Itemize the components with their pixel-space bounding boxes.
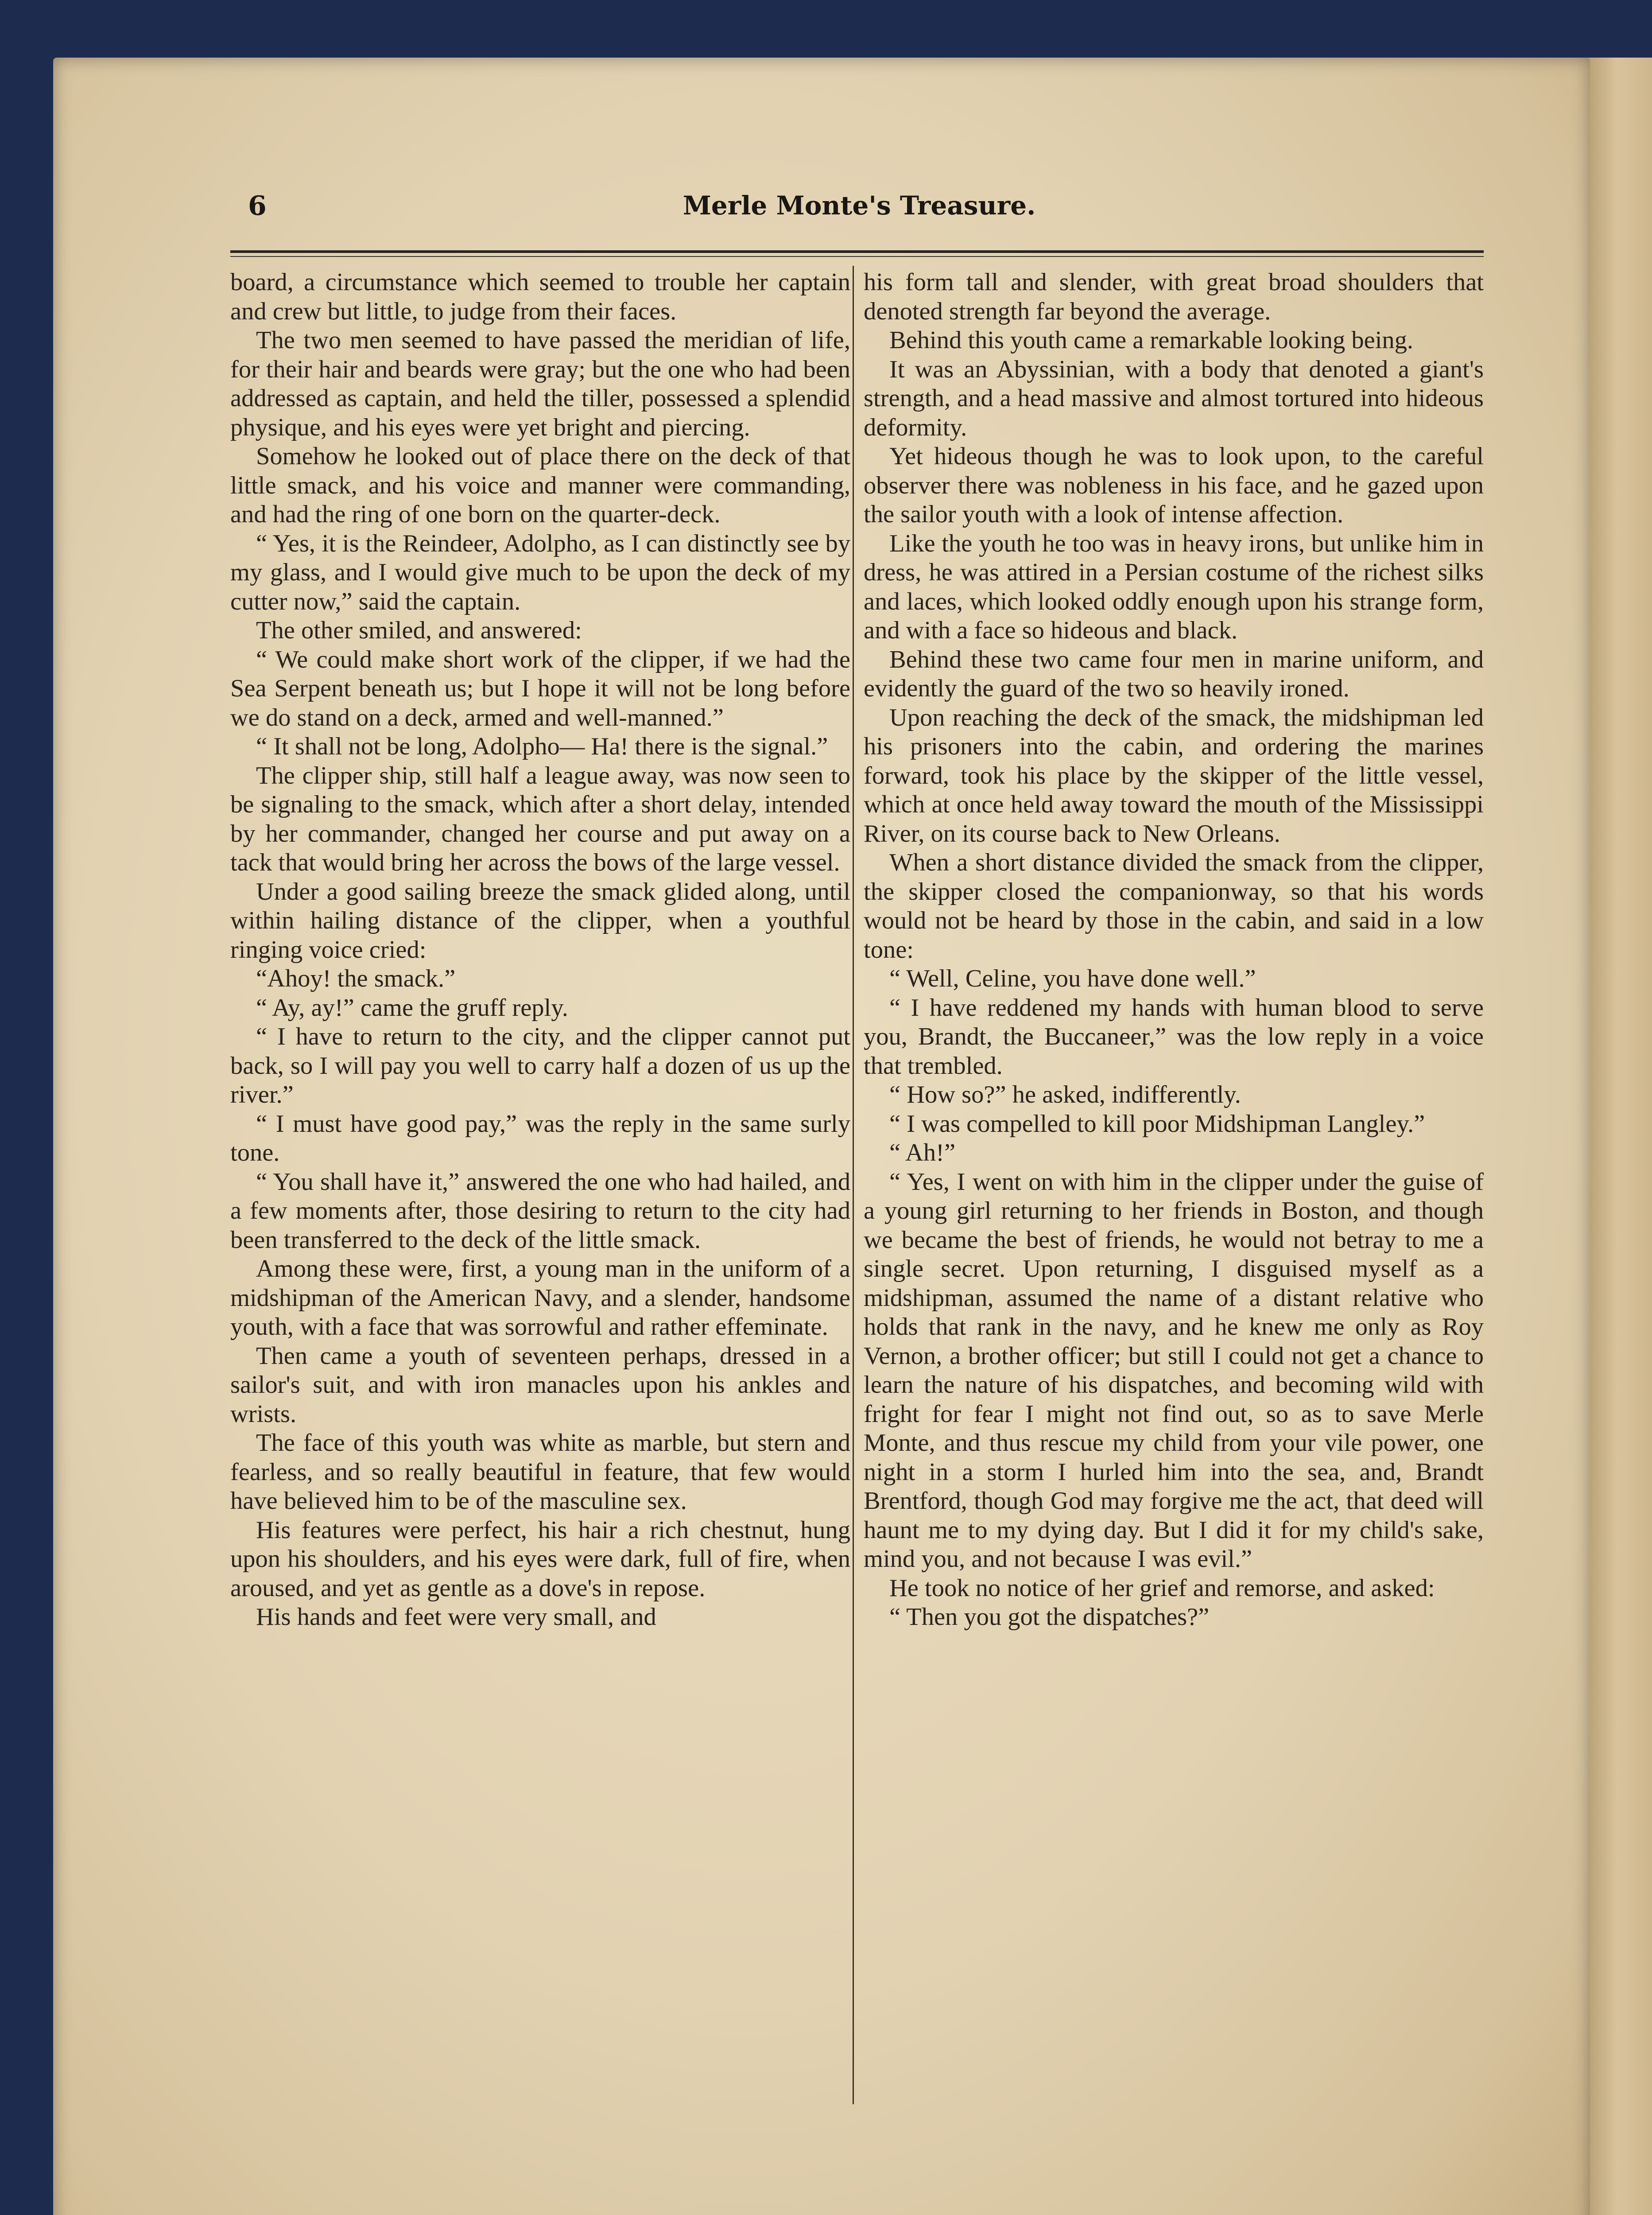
page-header xyxy=(248,190,1470,239)
paragraph: “ Yes, it is the Reindeer, Adolpho, as I can distinctly see by my glass, and I would give much to be upon the deck of my cutter now,” said the captain. xyxy=(230,529,850,615)
paragraph: Under a good sailing breeze the smack glided along, until within hailing distance of the clipper, when a youthful ringing voice cried: xyxy=(230,878,850,964)
paragraph: He took no notice of her grief and remorse, and asked: xyxy=(889,1574,1435,1602)
paragraph: “ Ah!” xyxy=(889,1139,956,1166)
adjacent-page-edge xyxy=(1586,58,1652,2215)
left-text-column xyxy=(230,268,850,1632)
page-number: 6 xyxy=(248,190,267,222)
paragraph: Like the youth he too was in heavy irons, but unlike him in dress, he was attired in a Persian costume of the richest silks and laces, which looked oddly enough upon his strange form, and with a face so hideous and black. xyxy=(864,529,1484,644)
paragraph: board, a circumstance which seemed to trouble her captain and crew but little, to judge from their faces. xyxy=(230,268,850,325)
paragraph: “ I have reddened my hands with human blood to serve you, Brandt, the Buccaneer,” was the low reply in a voice that trembled. xyxy=(864,994,1484,1080)
header-rule xyxy=(230,250,1484,253)
paragraph: Behind these two came four men in marine uniform, and evidently the guard of the two so heavily ironed. xyxy=(864,645,1484,702)
paragraph: “ It shall not be long, Adolpho— Ha! there is the signal.” xyxy=(256,733,828,760)
paragraph: Among these were, first, a young man in the uniform of a midshipman of the American Navy, and a slender, handsome youth, with a face that was sorrowful and rather effeminate. xyxy=(230,1255,850,1341)
paragraph: “ How so?” he asked, indifferently. xyxy=(889,1081,1241,1108)
paragraph: His hands and feet were very small, and xyxy=(256,1603,656,1631)
paragraph: Then came a youth of seventeen perhaps, dressed in a sailor's suit, and with iron manacles upon his ankles and wrists. xyxy=(230,1342,850,1428)
paragraph: “ You shall have it,” answered the one who had hailed, and a few moments after, those desiring to return to the city had been transferred to the deck of the little smack. xyxy=(230,1168,850,1254)
paragraph: “ I have to return to the city, and the clipper cannot put back, so I will pay you well to carry half a dozen of us up the river.” xyxy=(230,1023,850,1108)
column-divider xyxy=(853,266,854,2104)
paragraph: The clipper ship, still half a league away, was now seen to be signaling to the smack, which after a short delay, intended by her commander, changed her course and put away on a tack that would bring her across the bows of the large vessel. xyxy=(230,762,850,876)
paragraph: It was an Abyssinian, with a body that denoted a giant's strength, and a head massive and almost tortured into hideous deformity. xyxy=(864,355,1484,441)
paragraph: Upon reaching the deck of the smack, the midshipman led his prisoners into the cabin, and ordering the marines forward, took his place by the skipper of the little vessel, which at once held away toward the mouth of the Mississippi River, on its course back to New Orleans. xyxy=(864,703,1484,847)
paragraph: The face of this youth was white as marble, but stern and fearless, and so really beautiful in feature, that few would have believed him to be of the masculine sex. xyxy=(230,1429,850,1515)
paragraph: “Ahoy! the smack.” xyxy=(256,965,456,992)
paragraph: Yet hideous though he was to look upon, to the careful observer there was nobleness in his face, and he gazed upon the sailor youth with a look of intense affection. xyxy=(864,443,1484,528)
paragraph: The other smiled, and answered: xyxy=(256,617,582,644)
paragraph: “ We could make short work of the clipper, if we had the Sea Serpent beneath us; but I hope it will not be long before we do stand on a deck, armed and well-manned.” xyxy=(230,645,850,731)
paragraph: The two men seemed to have passed the meridian of life, for their hair and beards were gray; but the one who had been addressed as captain, and held the tiller, possessed a splendid physique, and his eyes were yet bright and piercing. xyxy=(230,326,850,441)
paragraph: “ Yes, I went on with him in the clipper under the guise of a young girl returning to her friends in Boston, and though we became the best of friends, he would not betray to me a single secret. Upon returning, I disguised myself as a midshipman, assumed the name of a distant relative who holds that rank in the navy, and he knew me only as Roy Vernon, a brother officer; but still I could not get a chance to learn the nature of his dispatches, and becoming wild with fright for fear I might not find out, so as to save Merle Monte, and thus rescue my child from your vile power, one night in a storm I hurled him into the sea, and, Brandt Brentford, though God may forgive me the act, that deed will haunt me to my dying day. But I did it for my child's sake, mind you, and not because I was evil.” xyxy=(864,1168,1484,1573)
paragraph: his form tall and slender, with great broad shoulders that denoted strength far beyond the average. xyxy=(864,268,1484,325)
paragraph: “ Then you got the dispatches?” xyxy=(889,1603,1210,1631)
paragraph: Somehow he looked out of place there on the deck of that little smack, and his voice and manner were commanding, and had the ring of one born on the quarter-deck. xyxy=(230,443,850,528)
paragraph: “ I must have good pay,” was the reply in the same surly tone. xyxy=(230,1110,850,1166)
paragraph: His features were perfect, his hair a rich chestnut, hung upon his shoulders, and his eyes were dark, full of fire, when aroused, and yet as gentle as a dove's in repose. xyxy=(230,1516,850,1602)
paragraph: When a short distance divided the smack from the clipper, the skipper closed the companionway, so that his words would not be heard by those in the cabin, and said in a low tone: xyxy=(864,849,1484,964)
header-rule-thin xyxy=(230,256,1484,257)
running-title: Merle Monte's Treasure. xyxy=(683,190,1036,221)
paragraph: Behind this youth came a remarkable looking being. xyxy=(889,326,1414,354)
paragraph: “ I was compelled to kill poor Midshipman Langley.” xyxy=(889,1110,1425,1138)
paragraph: “ Well, Celine, you have done well.” xyxy=(889,965,1256,992)
paragraph: “ Ay, ay!” came the gruff reply. xyxy=(256,994,568,1022)
right-text-column xyxy=(864,268,1484,1632)
